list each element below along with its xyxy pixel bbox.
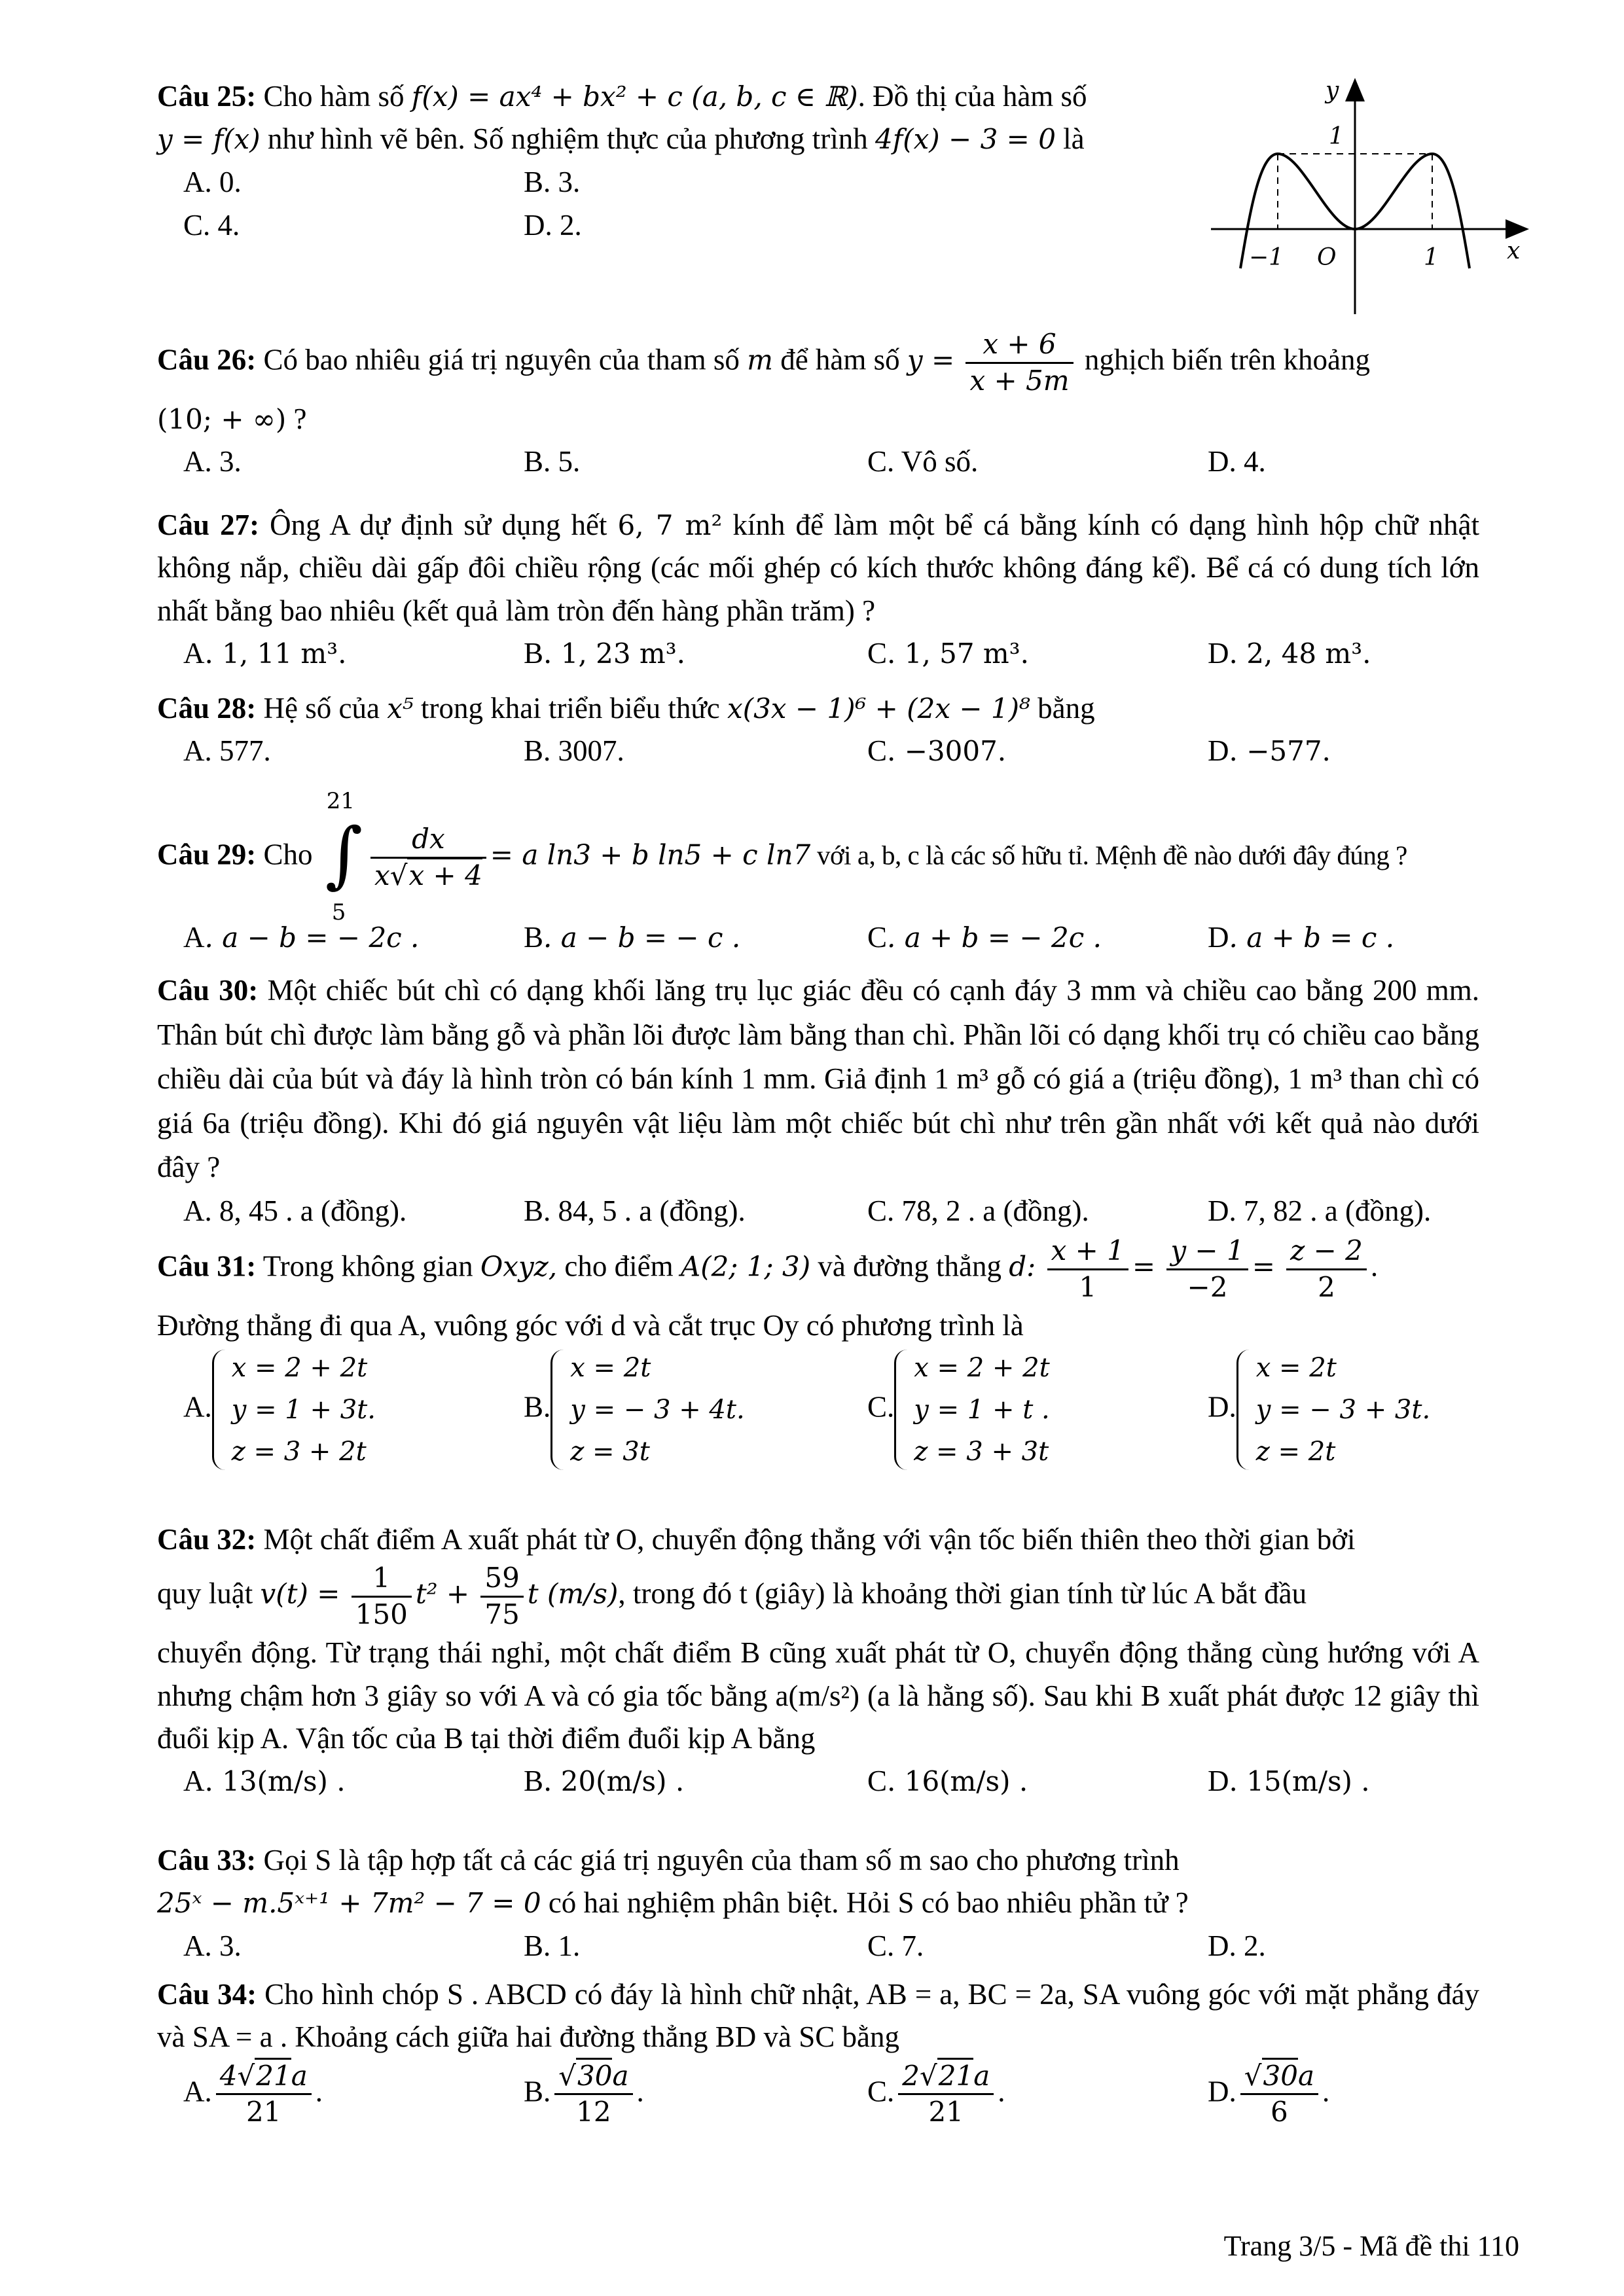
question-26-text: Câu 26: Có bao nhiêu giá trị nguyên của tham số m để hàm số y = $\frac{x + 6}{x + 5m}$ nghịch biến trên khoảng (10; + ∞) ? bbox=[157, 328, 1370, 435]
answer-row bbox=[157, 1347, 1479, 1498]
page-footer: Trang 3/5 - Mã đề thi 110 bbox=[1223, 2230, 1519, 2262]
answer-row bbox=[157, 204, 1204, 247]
question-33 bbox=[157, 1839, 1479, 1968]
option-d[interactable]: D. 15(m/s) . bbox=[1208, 1765, 1370, 1797]
option-d[interactable]: D. x = 2t y = − 3 + 3t. z = 2t bbox=[1208, 1347, 1430, 1473]
answer-row bbox=[157, 730, 1479, 773]
option-b[interactable]: B. 1. bbox=[524, 1929, 581, 1962]
option-d[interactable]: D. 7, 82 . a (đồng). bbox=[1208, 1194, 1432, 1227]
question-28 bbox=[157, 687, 1479, 773]
option-b[interactable]: B. 3007. bbox=[524, 734, 624, 768]
question-label: Câu 25: bbox=[157, 80, 257, 113]
integral-sign: 21 ∫ 5 bbox=[325, 788, 363, 925]
y-axis-label: y bbox=[1326, 77, 1339, 104]
option-a[interactable]: A. 3. bbox=[183, 445, 242, 478]
question-28-text: Câu 28: Hệ số của x⁵ trong khai triển biểu thức x(3x − 1)⁶ + (2x − 1)⁸ bằng bbox=[157, 692, 1095, 725]
question-30 bbox=[157, 969, 1479, 1233]
tick-label: 1 bbox=[1424, 244, 1439, 271]
x-axis-label: x bbox=[1507, 238, 1521, 264]
answer-row bbox=[157, 161, 1204, 204]
question-label: Câu 33: bbox=[157, 1844, 257, 1876]
option-a[interactable]: A. 1, 11 m³. bbox=[183, 636, 347, 670]
option-c[interactable]: C. 7. bbox=[867, 1929, 924, 1962]
option-a[interactable]: A. $\frac{4√21a}{21}$ . bbox=[183, 2059, 323, 2130]
option-c[interactable]: C. 1, 57 m³. bbox=[867, 636, 1029, 670]
option-c[interactable]: C. 4. bbox=[183, 208, 240, 242]
question-27 bbox=[157, 504, 1479, 675]
question-label: Câu 31: bbox=[157, 1249, 257, 1283]
option-c[interactable]: C. 78, 2 . a (đồng). bbox=[867, 1194, 1089, 1227]
option-b[interactable]: B. 1, 23 m³. bbox=[524, 636, 685, 670]
option-d[interactable]: D. −577. bbox=[1208, 734, 1331, 768]
option-c[interactable]: C. 16(m/s) . bbox=[867, 1765, 1028, 1797]
option-a[interactable]: A. a − b = − 2c . bbox=[183, 921, 420, 954]
question-34 bbox=[157, 1973, 1479, 2157]
answer-row bbox=[157, 632, 1479, 675]
option-c[interactable]: C. a + b = − 2c . bbox=[867, 921, 1102, 954]
fraction: $\frac{dx}{x√x + 4}$ bbox=[370, 822, 486, 893]
option-b[interactable]: B. 3. bbox=[524, 165, 581, 198]
question-33-text: Câu 33: Gọi S là tập hợp tất cả các giá trị nguyên của tham số m sao cho phương trình 25ˣ − m.5ˣ⁺¹ + 7m² − 7 = 0 có hai nghiệm phân biệt. Hỏi S có bao nhiêu phần tử ? bbox=[157, 1844, 1189, 1920]
question-label: Câu 27: bbox=[157, 509, 260, 541]
question-32-text: Câu 32: Một chất điểm A xuất phát từ O, chuyển động thẳng với vận tốc biến thiên theo thời gian bởi quy luật v(t) = $\frac{1}{150}$ t² + $\frac{59}{75}$ t (m/s), trong đó t (giây) là khoảng thời gian tính từ lúc A bắt đầu chuyển động. Từ trạng thái nghỉ, một chất điểm B cũng xuất phát từ O, chuyển động thẳng cùng hướng với A nhưng chậm hơn 3 giây so với A và có gia tốc bằng a(m/s²) (a là hằng số). Sau khi B xuất phát được 12 giây thì đuổi kịp A. Vận tốc của B tại thời điểm đuổi kịp A bằng bbox=[157, 1523, 1479, 1755]
option-c[interactable]: C. −3007. bbox=[867, 734, 1007, 768]
answer-row bbox=[157, 1925, 1479, 1968]
option-a[interactable]: A. 13(m/s) . bbox=[183, 1765, 346, 1797]
question-25-text: Câu 25: Cho hàm số f(x) = ax⁴ + bx² + c (a, b, c ∈ ℝ). Đồ thị của hàm số y = f(x) như hình vẽ bên. Số nghiệm thực của phương trình 4f(x) − 3 = 0 là bbox=[157, 80, 1087, 156]
option-d[interactable]: D. $\frac{√30a}{6}$ . bbox=[1208, 2059, 1329, 2130]
fraction: $\frac{x + 6}{x + 5m}$ bbox=[965, 327, 1073, 398]
option-b[interactable]: B. a − b = − c . bbox=[524, 921, 741, 954]
option-a[interactable]: A. 0. bbox=[183, 165, 242, 198]
option-d[interactable]: D. a + b = c . bbox=[1208, 921, 1395, 954]
answer-row bbox=[157, 916, 1479, 960]
question-26 bbox=[157, 327, 1479, 484]
option-d[interactable]: D. 2. bbox=[524, 208, 582, 242]
question-30-text: Câu 30: Một chiếc bút chì có dạng khối lăng trụ lục giác đều có cạnh đáy 3 mm và chiều cao bằng 200 mm. Thân bút chì được làm bằng gỗ và phần lõi được làm bằng than chì. Phần lõi có dạng khối trụ có chiều cao bằng chiều dài của bút và đáy là hình tròn có bán kính 1 mm. Giả định 1 m³ gỗ có giá a (triệu đồng), 1 m³ than chì có giá 6a (triệu đồng). Khi đó giá nguyên vật liệu làm một chiếc bút chì như trên gần nhất với kết quả nào dưới đây ? bbox=[157, 974, 1479, 1183]
question-34-text: Câu 34: Cho hình chóp S . ABCD có đáy là hình chữ nhật, AB = a, BC = 2a, SA vuông góc với mặt phẳng đáy và SA = a . Khoảng cách giữa hai đường thẳng BD và SC bằng bbox=[157, 1978, 1479, 2054]
option-a[interactable]: A. 8, 45 . a (đồng). bbox=[183, 1194, 407, 1227]
tick-label: 1 bbox=[1329, 123, 1344, 150]
option-c[interactable]: C. x = 2 + 2t y = 1 + t . z = 3 + 3t bbox=[867, 1347, 1050, 1473]
question-label: Câu 30: bbox=[157, 974, 259, 1007]
question-label: Câu 26: bbox=[157, 343, 257, 376]
option-c[interactable]: C. $\frac{2√21a}{21}$ . bbox=[867, 2059, 1005, 2130]
question-31-text: Câu 31: Trong không gian Oxyz, cho điểm A(2; 1; 3) và đường thẳng d: $\frac{x + 1}{1}$ = $\frac{y - 1}{-2}$ = $\frac{z - 2}{2}$ . Đường thẳng đi qua A, vuông góc với d và cắt trục Oy có phương trình là bbox=[157, 1234, 1379, 1342]
answer-row bbox=[157, 1760, 1479, 1803]
option-d[interactable]: D. 2, 48 m³. bbox=[1208, 636, 1371, 670]
question-label: Câu 28: bbox=[157, 692, 257, 725]
question-31 bbox=[157, 1234, 1479, 1498]
answer-row bbox=[157, 1190, 1479, 1233]
question-29 bbox=[157, 788, 1479, 960]
option-a[interactable]: A. x = 2 + 2t y = 1 + 3t. z = 3 + 2t bbox=[183, 1347, 376, 1473]
option-c[interactable]: C. Vô số. bbox=[867, 445, 979, 478]
option-b[interactable]: B. 20(m/s) . bbox=[524, 1765, 685, 1797]
option-a[interactable]: A. 3. bbox=[183, 1929, 242, 1962]
option-b[interactable]: B. x = 2t y = − 3 + 4t. z = 3t bbox=[524, 1347, 745, 1473]
question-label: Câu 34: bbox=[157, 1978, 257, 2011]
option-b[interactable]: B. $\frac{√30a}{12}$ . bbox=[524, 2059, 644, 2130]
option-d[interactable]: D. 2. bbox=[1208, 1929, 1266, 1962]
function-graph bbox=[1204, 72, 1532, 321]
question-25 bbox=[157, 75, 1204, 247]
origin-label: O bbox=[1317, 244, 1337, 271]
question-32 bbox=[157, 1518, 1479, 1803]
answer-row bbox=[157, 440, 1479, 484]
question-label: Câu 32: bbox=[157, 1523, 257, 1556]
question-label: Câu 29: bbox=[157, 838, 257, 871]
question-29-text: Câu 29: Cho 21 ∫ 5 $\frac{dx}{x√x + 4}$ = a ln3 + b ln5 + c ln7 với a, b, c là các số hữu tỉ. Mệnh đề nào dưới đây đúng ? bbox=[157, 788, 1407, 925]
question-27-text: Câu 27: Ông A dự định sử dụng hết 6, 7 m² kính để làm một bể cá bằng kính có dạng hình hộp chữ nhật không nắp, chiều dài gấp đôi chiều rộng (các mối ghép có kích thước không đáng kể). Bể cá có dung tích lớn nhất bằng bao nhiêu (kết quả làm tròn đến hàng phần trăm) ? bbox=[157, 509, 1479, 627]
tick-label: −1 bbox=[1249, 244, 1284, 271]
option-d[interactable]: D. 4. bbox=[1208, 445, 1266, 478]
option-b[interactable]: B. 5. bbox=[524, 445, 581, 478]
option-a[interactable]: A. 577. bbox=[183, 734, 271, 768]
option-b[interactable]: B. 84, 5 . a (đồng). bbox=[524, 1194, 746, 1227]
answer-row bbox=[157, 2059, 1479, 2157]
